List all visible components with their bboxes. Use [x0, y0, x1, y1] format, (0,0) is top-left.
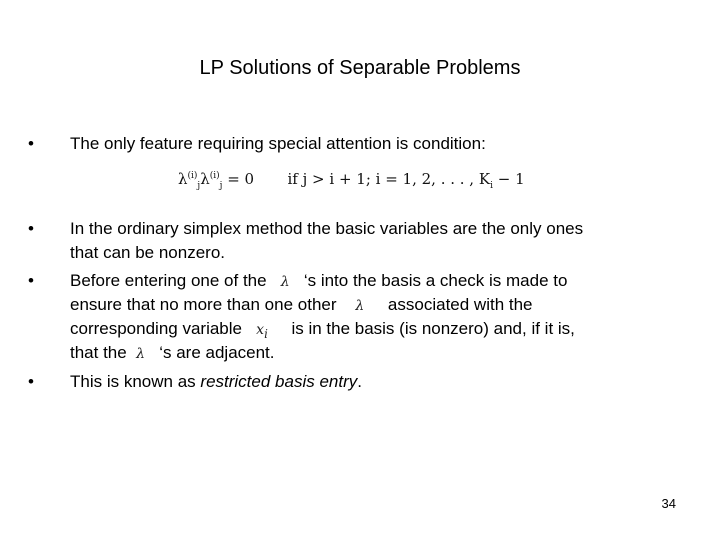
bullet-3-text-f: is in the basis (is nonzero) and, if it is, — [291, 319, 575, 338]
formula-sub-2: j — [219, 181, 223, 191]
bullet-3-line-2 — [70, 293, 533, 318]
formula-cond-tail: − 1 — [497, 170, 525, 188]
x-symbol: x — [256, 322, 265, 338]
formula-sup: (i) — [187, 171, 198, 181]
bullet-4-text-a: This is known as — [70, 372, 196, 391]
formula-sub: j — [197, 181, 201, 191]
lambda-symbol: λ — [136, 346, 146, 362]
bullet-2-line-1: In the ordinary simplex method the basic variables are the only ones — [70, 219, 584, 238]
slide-title: LP Solutions of Separable Problems — [199, 57, 521, 79]
condition-formula — [178, 170, 525, 194]
bullet-3-text-e: corresponding variable — [70, 319, 242, 338]
bullet-4-period: . — [357, 372, 362, 391]
bullet-marker: • — [28, 372, 34, 391]
bullet-marker: • — [28, 219, 34, 238]
bullet-3-text-g: that the — [70, 343, 127, 362]
bullet-marker: • — [28, 134, 34, 153]
bullet-3-line-1 — [70, 269, 567, 294]
bullet-4-emphasis: restricted basis entry — [200, 372, 358, 391]
bullet-3-text-a: Before entering one of the — [70, 271, 267, 290]
formula-rhs: = 0 — [227, 170, 255, 188]
bullet-3-line-4 — [70, 341, 275, 366]
bullet-1-text: The only feature requiring special attention is condition: — [70, 134, 486, 153]
bullet-2-line-2: that can be nonzero. — [70, 243, 226, 262]
page-number: 34 — [661, 496, 676, 511]
lambda-symbol: λ — [355, 298, 365, 314]
bullet-3-text-h: ‘s are adjacent. — [159, 343, 275, 362]
x-subscript: i — [264, 326, 268, 341]
formula-condition: if j > i + 1; i = 1, 2, . . . , K — [287, 170, 491, 188]
bullet-4-line — [70, 370, 362, 394]
bullet-3-text-c: ensure that no more than one other — [70, 295, 337, 314]
bullet-3-text-d: associated with the — [387, 295, 533, 314]
formula-sup-2: (i) — [209, 171, 220, 181]
lambda-symbol: λ — [280, 274, 290, 290]
formula-lambda: λ — [178, 170, 188, 188]
formula-cond-sub: i — [490, 181, 493, 191]
bullet-3-text-b: ‘s into the basis a check is made to — [303, 271, 568, 290]
formula-lambda-2: λ — [200, 170, 210, 188]
bullet-marker: • — [28, 271, 34, 290]
